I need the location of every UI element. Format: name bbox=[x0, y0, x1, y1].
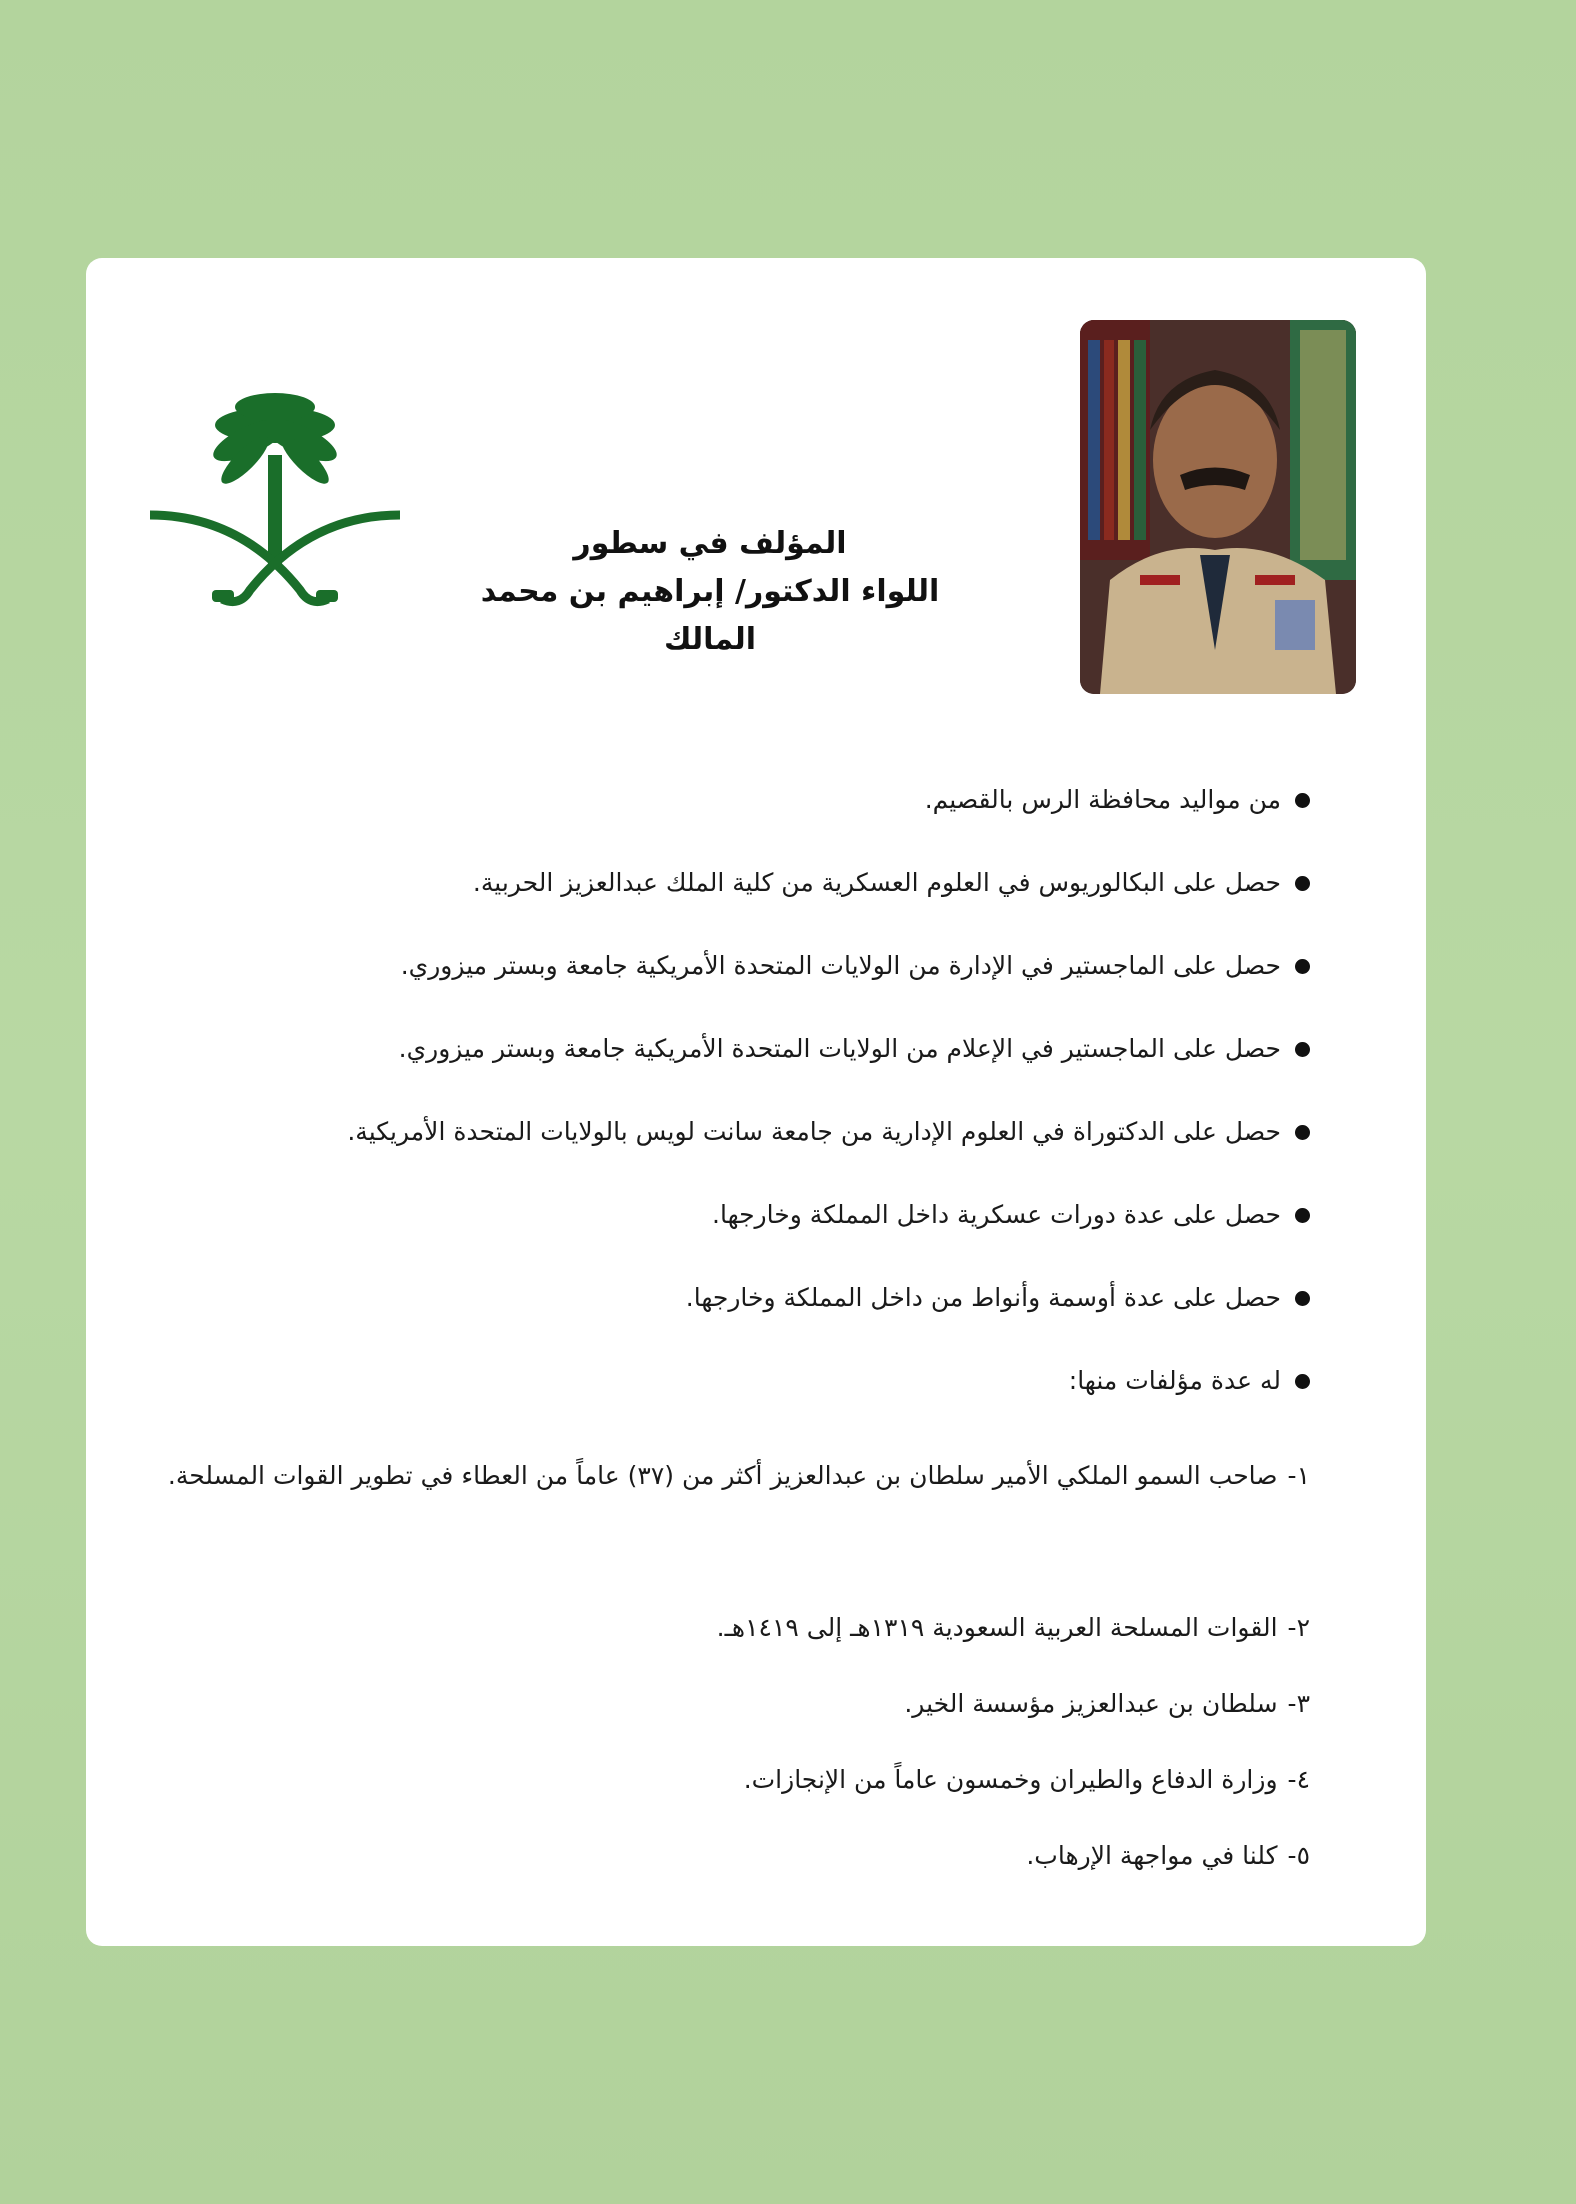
heading-title: المؤلف في سطور bbox=[573, 526, 847, 561]
bullet-icon bbox=[1295, 959, 1310, 974]
work-number: ١- bbox=[1287, 1461, 1310, 1490]
work-title: وزارة الدفاع والطيران وخمسون عاماً من الإنجازات. bbox=[743, 1765, 1278, 1794]
saudi-emblem bbox=[150, 385, 400, 625]
bullet-icon bbox=[1295, 876, 1310, 891]
work-number: ٢- bbox=[1287, 1613, 1310, 1642]
work-number: ٤- bbox=[1287, 1765, 1310, 1794]
author-name: اللواء الدكتور/ إبراهيم بن محمد المالك bbox=[480, 574, 940, 657]
work-item bbox=[150, 1438, 1310, 1590]
list-item bbox=[150, 1278, 1310, 1361]
bio-text: حصل على عدة دورات عسكرية داخل المملكة وخارجها. bbox=[712, 1200, 1281, 1229]
work-title: القوات المسلحة العربية السعودية ١٣١٩هـ إلى ١٤١٩هـ. bbox=[716, 1613, 1278, 1642]
work-number: ٥- bbox=[1287, 1841, 1310, 1870]
bullet-icon bbox=[1295, 1208, 1310, 1223]
work-title: صاحب السمو الملكي الأمير سلطان بن عبدالعزيز أكثر من (٣٧) عاماً من العطاء في تطوير القوات المسلحة. bbox=[167, 1461, 1278, 1490]
work-title: كلنا في مواجهة الإرهاب. bbox=[1026, 1841, 1278, 1870]
bullet-icon bbox=[1295, 1042, 1310, 1057]
saudi-palm-swords-emblem-icon bbox=[150, 385, 400, 625]
work-item bbox=[150, 1818, 1310, 1894]
bio-text: حصل على الماجستير في الإدارة من الولايات المتحدة الأمريكية جامعة وبستر ميزوري. bbox=[400, 951, 1281, 980]
author-portrait-icon bbox=[1080, 320, 1356, 694]
bio-text: حصل على الماجستير في الإعلام من الولايات المتحدة الأمريكية جامعة وبستر ميزوري. bbox=[398, 1034, 1281, 1063]
bio-text: حصل على البكالوريوس في العلوم العسكرية من كلية الملك عبدالعزيز الحربية. bbox=[472, 868, 1281, 897]
work-number: ٣- bbox=[1287, 1689, 1310, 1718]
bio-text: له عدة مؤلفات منها: bbox=[1068, 1366, 1281, 1395]
list-item bbox=[150, 1195, 1310, 1278]
bio-text: من مواليد محافظة الرس بالقصيم. bbox=[924, 785, 1281, 814]
bio-list bbox=[150, 780, 1310, 1444]
list-item bbox=[150, 1112, 1310, 1195]
works-list bbox=[150, 1438, 1310, 1894]
bullet-icon bbox=[1295, 1125, 1310, 1140]
bio-text: حصل على الدكتوراة في العلوم الإدارية من جامعة سانت لويس بالولايات المتحدة الأمريكية. bbox=[347, 1117, 1281, 1146]
author-heading bbox=[440, 520, 980, 664]
bio-text: حصل على عدة أوسمة وأنواط من داخل المملكة وخارجها. bbox=[685, 1283, 1281, 1312]
work-item bbox=[150, 1666, 1310, 1742]
work-item bbox=[150, 1742, 1310, 1818]
work-title: سلطان بن عبدالعزيز مؤسسة الخير. bbox=[904, 1689, 1278, 1718]
list-item bbox=[150, 780, 1310, 863]
list-item bbox=[150, 863, 1310, 946]
bullet-icon bbox=[1295, 1291, 1310, 1306]
author-photo bbox=[1080, 320, 1356, 694]
bullet-icon bbox=[1295, 793, 1310, 808]
list-item bbox=[150, 946, 1310, 1029]
work-item bbox=[150, 1590, 1310, 1666]
list-item bbox=[150, 1361, 1310, 1444]
bullet-icon bbox=[1295, 1374, 1310, 1389]
list-item bbox=[150, 1029, 1310, 1112]
